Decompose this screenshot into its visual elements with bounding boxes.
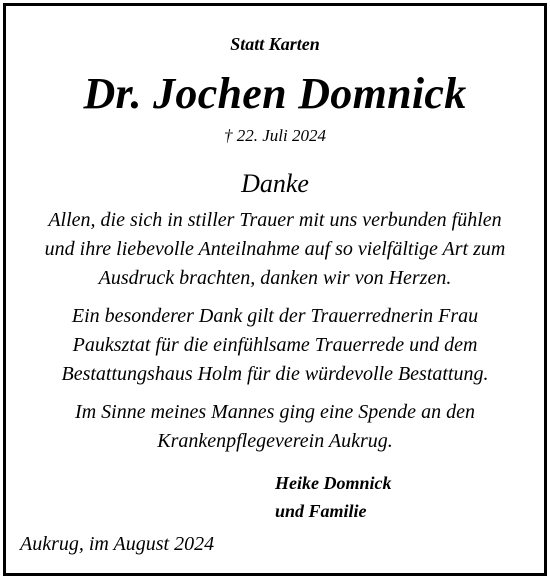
paragraph-line: Pauksztat für die einfühlsame Trauerrede und dem xyxy=(72,334,478,356)
death-date: † 22. Juli 2024 xyxy=(224,126,326,145)
paragraph-donation xyxy=(6,398,544,456)
deceased-name: Dr. Jochen Domnick xyxy=(83,69,467,118)
signature xyxy=(275,469,391,525)
paragraph-line: und ihre liebevolle Anteilnahme auf so vielfältige Art zum xyxy=(44,238,506,260)
paragraph-line: Bestattungshaus Holm für die würdevolle Bestattung. xyxy=(61,363,489,385)
paragraph-gratitude xyxy=(6,206,544,293)
thanks-heading: Danke xyxy=(241,169,309,198)
notice-content xyxy=(6,6,544,573)
paragraph-line: Ausdruck brachten, danken wir von Herzen. xyxy=(98,267,452,289)
paragraph-line: Allen, die sich in stiller Trauer mit uns verbunden fühlen xyxy=(48,209,502,231)
signature-line: und Familie xyxy=(275,501,367,521)
notice-frame xyxy=(3,3,547,576)
signature-line: Heike Domnick xyxy=(275,473,392,493)
paragraph-line: Im Sinne meines Mannes ging eine Spende an den xyxy=(75,401,475,423)
place-date: Aukrug, im August 2024 xyxy=(20,533,215,555)
paragraph-line: Krankenpflegeverein Aukrug. xyxy=(157,430,393,452)
paragraph-line: Ein besonderer Dank gilt der Trauerrednerin Frau xyxy=(71,305,479,327)
pre-title: Statt Karten xyxy=(230,34,320,54)
paragraph-special-thanks xyxy=(6,302,544,389)
